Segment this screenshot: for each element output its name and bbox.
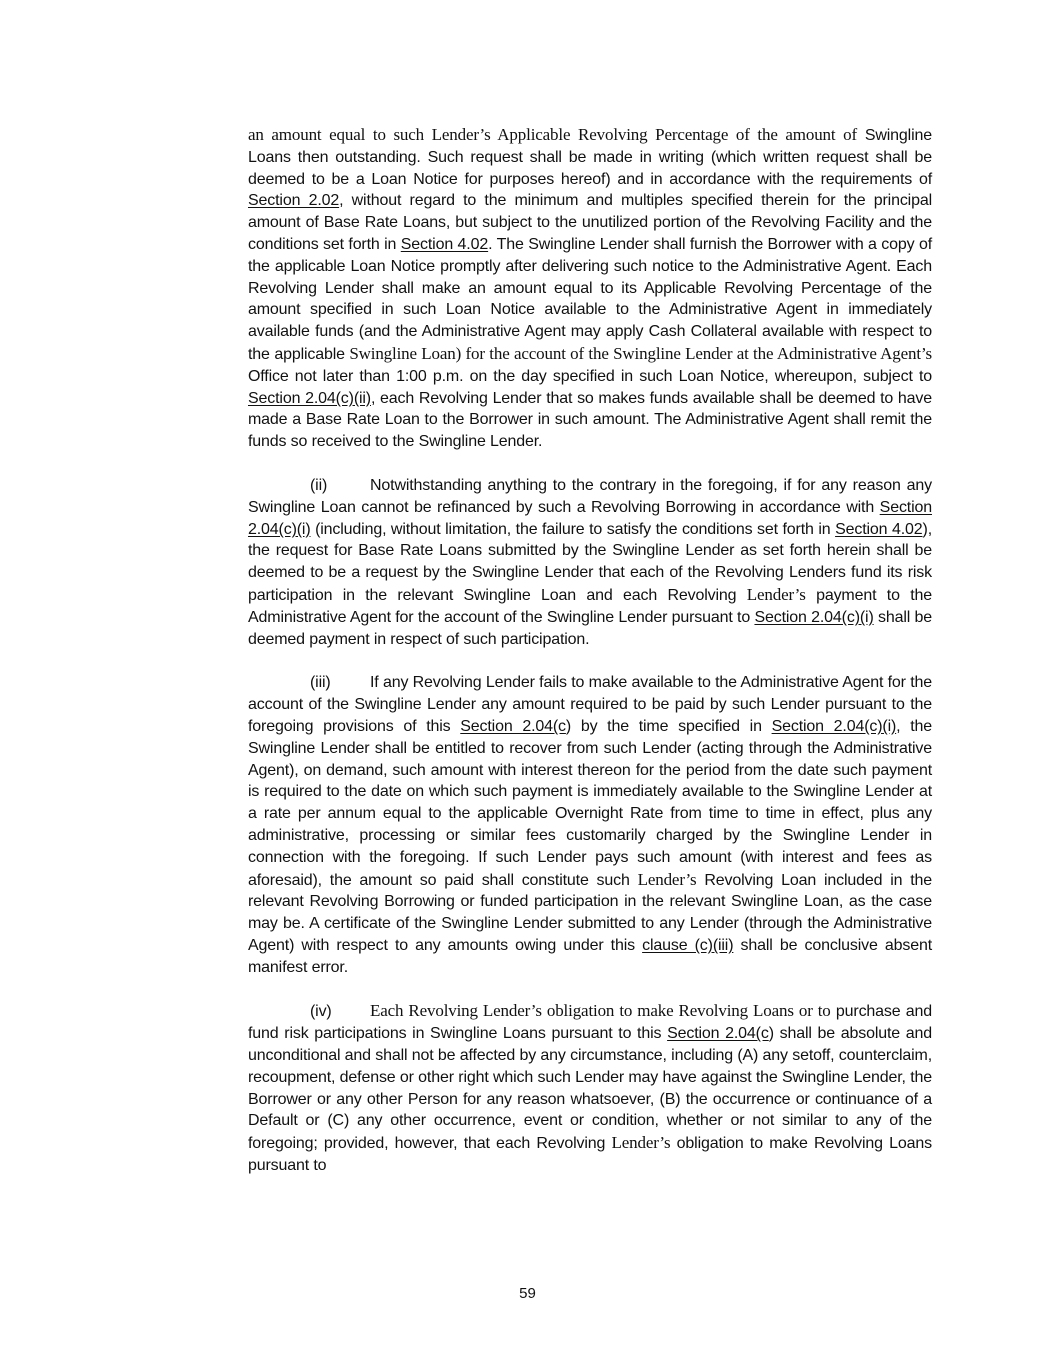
- section-reference: Section 2.04(c)(ii): [248, 389, 371, 407]
- text-run: , without regard to the minimum and multiples specified therein for the principal amount of Base Rate Loans, but subject to the unutilized portion of the Revolving Facility and the conditions set forth in: [248, 192, 932, 253]
- section-reference: Section 4.02: [835, 520, 923, 538]
- text-run: Lender’s: [637, 869, 697, 889]
- paragraph-iv: [248, 1000, 932, 1176]
- section-reference: clause (c)(iii): [642, 936, 734, 954]
- text-run: Swingline Loans then outstanding. Such request shall be made in writing (which written request shall be deemed to be a Loan Notice for purposes hereof) and in accordance with the requirements of: [248, 127, 932, 188]
- text-run: , each Revolving Lender that so makes funds available shall be deemed to have made a Base Rate Loan to the Borrower in such amount. The Administrative Agent shall remit the funds so received to the Swingline Lender.: [248, 389, 933, 451]
- text-run: obligation to make Revolving Loans pursuant to: [248, 1135, 932, 1175]
- text-run: Each Revolving Lender’s obligation to make Revolving Loans or to: [370, 1001, 831, 1021]
- clause-number: (ii): [310, 476, 328, 494]
- section-reference: Section 2.04(c)(i): [248, 498, 932, 538]
- text-run: shall be conclusive absent manifest error.: [248, 936, 932, 976]
- section-reference: Section 2.02: [248, 192, 340, 210]
- section-reference: Section 2.04(c: [667, 1025, 769, 1043]
- text-run: Office not later than 1:00 p.m. on the day specified in such Loan Notice, whereupon, subject to: [248, 367, 932, 385]
- text-run: ), the request for Base Rate Loans submitted by the Swingline Lender as set forth herein shall be deemed to be a request by the Swingline Lender that each of the Revolving Lenders fund its risk participation in the relevant Swingline Loan and each Revolving: [248, 520, 932, 604]
- text-run: an amount equal to such Lender’s Applicable Revolving Percentage of the amount of: [248, 125, 857, 144]
- text-run: If any Revolving Lender fails to make available to the Administrative Agent for the account of the Swingline Lender any amount required to be paid by such Lender pursuant to the foregoing provisions of this: [248, 674, 932, 735]
- clause-number: (iii): [310, 674, 331, 692]
- paragraph-iii: [248, 672, 932, 978]
- text-run: Lender’s: [611, 1133, 671, 1153]
- text-run: shall be deemed payment in respect of such participation.: [248, 608, 933, 648]
- paragraph-ii: [248, 475, 932, 650]
- paragraph-continuation: [248, 124, 932, 453]
- document-body: [248, 124, 932, 1199]
- text-run: purchase and fund risk participations in Swingline Loans pursuant to this: [248, 1003, 932, 1043]
- section-reference: Section 4.02: [400, 235, 489, 253]
- section-reference: Section 2.04(c: [460, 717, 566, 735]
- text-run: (including, without limitation, the failure to satisfy the conditions set forth in: [310, 520, 836, 538]
- text-run: payment to the Administrative Agent for the account of the Swingline Lender pursuant to: [248, 586, 932, 626]
- text-run: Lender’s: [746, 584, 806, 604]
- text-run: ) shall be absolute and unconditional and shall not be affected by any circumstance, including (A) any setoff, counterclaim, recoupment, defense or other right which such Lender may have against the Swingline Lender, the Borrower or any other Person for any reason whatsoever, (B) the occurrence or continuance of a Default or (C) any other occurrence, event or condition, whether or not similar to any of the foregoing; provided, however, that each Revolving: [248, 1025, 932, 1153]
- text-run: Swingline Loan) for the account of the Swingline Lender at the Administrative Agent’s: [344, 343, 932, 363]
- text-run: Revolving Loan included in the relevant Revolving Borrowing or funded participation in the relevant Swingline Loan, as the case may be. A certificate of the Swingline Lender submitted to any Lender (through the Administrative Agent) with respect to any amounts owing under this: [248, 871, 932, 954]
- text-run: Notwithstanding anything to the contrary in the foregoing, if for any reason any Swingline Loan cannot be refinanced by such a Revolving Borrowing in accordance with: [248, 476, 932, 516]
- text-run: , the Swingline Lender shall be entitled to recover from such Lender (acting through the Administrative Agent), on demand, such amount with interest thereon for the period from the date such payment is required to the date on which such payment is immediately available to the Swingline Lender at a rate per annum equal to the applicable Overnight Rate from time to time in effect, plus any administrative, processing or similar fees customarily charged by the Swingline Lender in connection with the foregoing. If such Lender pays such amount (with interest and fees as aforesaid), the amount so paid shall constitute such: [248, 717, 932, 889]
- text-run: . The Swingline Lender shall furnish the Borrower with a copy of the applicable Loan Notice promptly after delivering such notice to the Administrative Agent. Each Revolving Lender shall make an amount equal to its Applicable Revolving Percentage of the amount specified in such Loan Notice available to the Administrative Agent in immediately available funds (and the Administrative Agent may apply Cash Collateral available with respect to the applicable: [248, 235, 932, 363]
- text-run: ) by the time specified in: [565, 717, 772, 735]
- page-number: 59: [519, 1285, 536, 1302]
- section-reference: Section 2.04(c)(i): [754, 608, 874, 626]
- clause-number: (iv): [310, 1003, 332, 1021]
- section-reference: Section 2.04(c)(i): [771, 717, 897, 735]
